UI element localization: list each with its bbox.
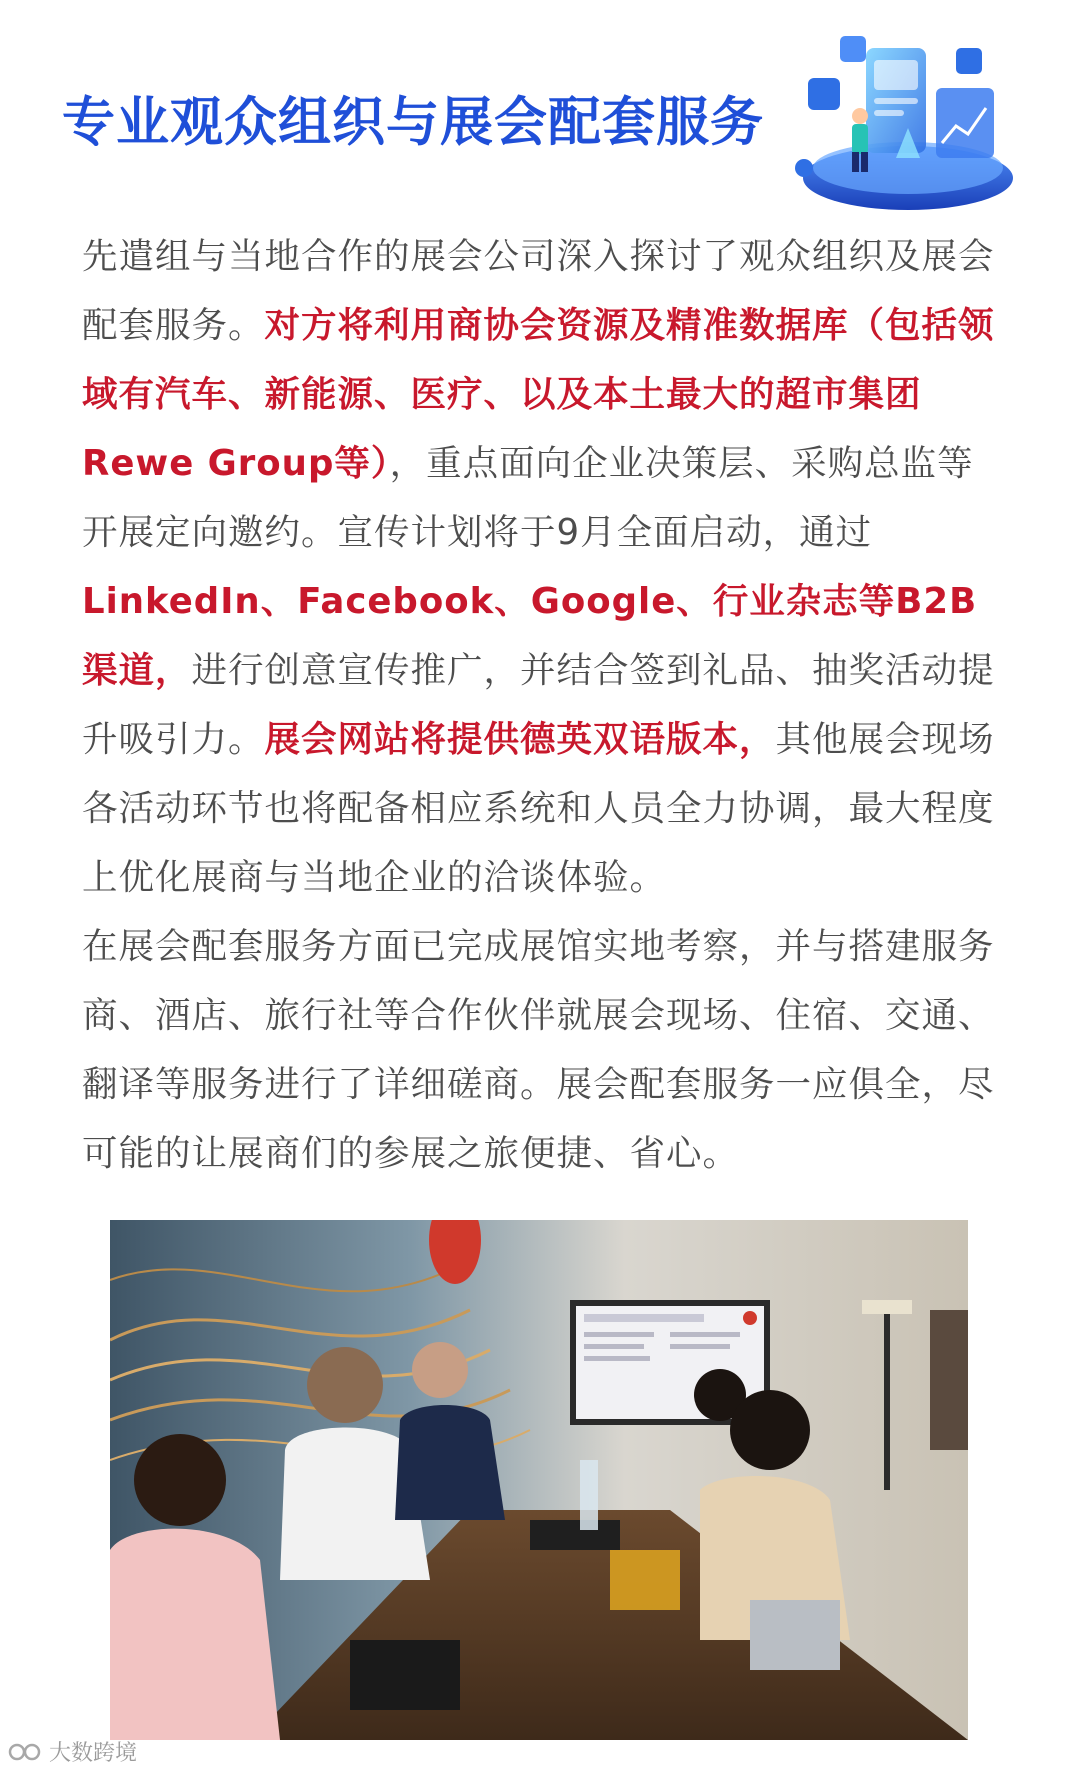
highlight-bilingual-website: 展会网站将提供德英双语版本， <box>264 719 776 760</box>
page-title: 专业观众组织与展会配套服务 <box>62 92 764 153</box>
paragraph-supporting-services: 在展会配套服务方面已完成展馆实地考察，并与搭建服务商、酒店、旅行社等合作伙伴就展会现场、住宿、交通、翻译等服务进行了详细磋商。展会配套服务一应俱全，尽可能的让展商们的参展之旅便捷、省心。 <box>82 926 995 1174</box>
highlight-b2b-channels: LinkedIn、Facebook、Google、行业杂志等B2B渠道， <box>82 581 978 691</box>
tech-illustration-icon <box>788 18 1028 218</box>
paragraph-audience-organization <box>82 222 1002 912</box>
highlight-database: 对方将利用商协会资源及精准数据库（包括领域有汽车、新能源、医疗、以及本土最大的超市集团Rewe Group等） <box>82 305 995 484</box>
watermark-logo-icon <box>8 1741 42 1763</box>
text-segment: 进行创意宣传推广，并结合签到礼品、抽奖活动提升吸引力。 <box>82 650 995 760</box>
text-segment: 先遣组与当地合作的展会公司深入探讨了观众组织及展会配套服务。 <box>82 236 995 346</box>
text-segment: ，重点面向企业决策层、采购总监等开展定向邀约。宣传计划将于9月全面启动，通过 <box>82 443 974 553</box>
meeting-photo <box>110 1220 968 1740</box>
watermark <box>8 1736 137 1767</box>
article-body <box>82 222 1002 1188</box>
watermark-text: 大数跨境 <box>49 1741 138 1766</box>
text-segment: 其他展会现场各活动环节也将配备相应系统和人员全力协调，最大程度上优化展商与当地企业的洽谈体验。 <box>82 719 995 898</box>
